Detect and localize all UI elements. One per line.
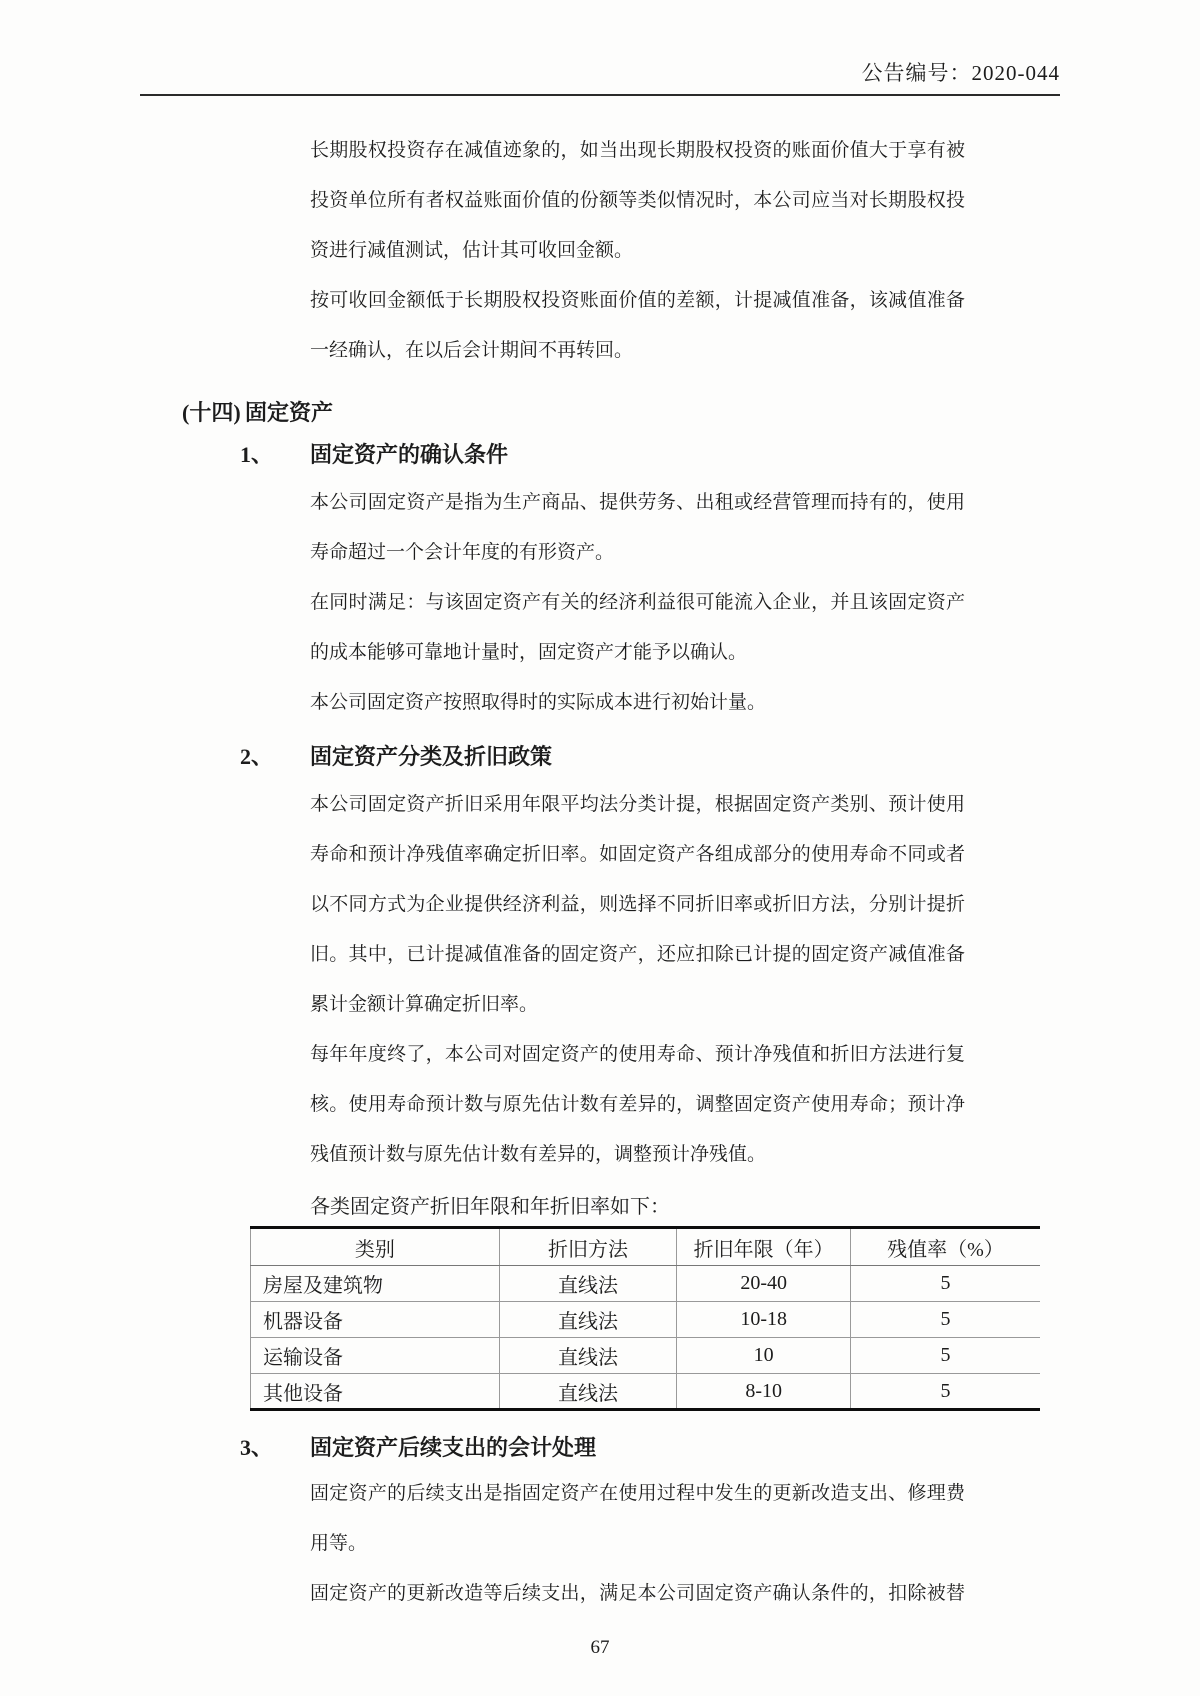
- section-14-number: (十四): [182, 400, 241, 425]
- announcement-number: 公告编号：2020-044: [861, 61, 1060, 85]
- table-row: [251, 1338, 1041, 1374]
- cell-category: 运输设备: [251, 1338, 500, 1374]
- text-line: 旧。其中，已计提减值准备的固定资产，还应扣除已计提的固定资产减值准备: [310, 944, 965, 965]
- text-line: 每年年度终了，本公司对固定资产的使用寿命、预计净残值和折旧方法进行复: [310, 1044, 965, 1065]
- text-line: 的成本能够可靠地计量时，固定资产才能予以确认。: [310, 642, 748, 663]
- text-line: 一经确认，在以后会计期间不再转回。: [310, 340, 634, 361]
- cell-method: 直线法: [499, 1266, 677, 1302]
- cell-years: 10-18: [677, 1302, 851, 1338]
- col-header-residual: 残值率（%）: [851, 1228, 1041, 1266]
- cell-method: 直线法: [499, 1338, 677, 1374]
- text-line: 资进行减值测试，估计其可收回金额。: [310, 240, 634, 261]
- cell-method: 直线法: [499, 1302, 677, 1338]
- subsection-2-title: 固定资产分类及折旧政策: [310, 744, 553, 769]
- text-line: 本公司固定资产折旧采用年限平均法分类计提，根据固定资产类别、预计使用: [310, 794, 965, 815]
- cell-residual: 5: [851, 1338, 1041, 1374]
- text-line: 在同时满足：与该固定资产有关的经济利益很可能流入企业，并且该固定资产: [310, 592, 965, 613]
- subsection-2-heading: [240, 740, 1200, 774]
- subsection-2-body: [310, 780, 965, 1180]
- cell-years: 8-10: [677, 1374, 851, 1410]
- table-intro: 各类固定资产折旧年限和年折旧率如下：: [310, 1196, 670, 1218]
- subsection-1-body: [310, 478, 965, 728]
- cell-years: 10: [677, 1338, 851, 1374]
- text-line: 残值预计数与原先估计数有差异的，调整预计净残值。: [310, 1144, 767, 1165]
- subsection-3-title: 固定资产后续支出的会计处理: [310, 1435, 597, 1460]
- subsection-1-number: 1、: [240, 442, 274, 467]
- subsection-2-number: 2、: [240, 744, 274, 769]
- text-line: 固定资产的后续支出是指固定资产在使用过程中发生的更新改造支出、修理费: [310, 1483, 965, 1504]
- header-rule: [140, 94, 1060, 96]
- col-header-method: 折旧方法: [499, 1228, 677, 1266]
- text-line: 累计金额计算确定折旧率。: [310, 994, 539, 1015]
- cell-category: 机器设备: [251, 1302, 500, 1338]
- col-header-category: 类别: [251, 1228, 500, 1266]
- subsection-1-title: 固定资产的确认条件: [310, 442, 509, 467]
- text-line: 寿命超过一个会计年度的有形资产。: [310, 542, 615, 563]
- cell-residual: 5: [851, 1302, 1041, 1338]
- section-14-heading: [182, 396, 1200, 430]
- text-line: 投资单位所有者权益账面价值的份额等类似情况时，本公司应当对长期股权投: [310, 190, 965, 211]
- text-line: 核。使用寿命预计数与原先估计数有差异的，调整固定资产使用寿命；预计净: [310, 1094, 965, 1115]
- cell-residual: 5: [851, 1374, 1041, 1410]
- cell-residual: 5: [851, 1266, 1041, 1302]
- text-line: 以不同方式为企业提供经济利益，则选择不同折旧率或折旧方法，分别计提折: [310, 894, 965, 915]
- cell-years: 20-40: [677, 1266, 851, 1302]
- text-line: 固定资产的更新改造等后续支出，满足本公司固定资产确认条件的，扣除被替: [310, 1583, 965, 1604]
- table-row: [251, 1374, 1041, 1410]
- text-line: 本公司固定资产按照取得时的实际成本进行初始计量。: [310, 692, 767, 713]
- paragraph-impairment-2: [310, 276, 965, 376]
- text-line: 用等。: [310, 1533, 368, 1554]
- subsection-3-body: [310, 1469, 965, 1619]
- page-number: 67: [590, 1637, 610, 1658]
- table-row: [251, 1266, 1041, 1302]
- section-14-title: 固定资产: [245, 400, 334, 425]
- text-line: 长期股权投资存在减值迹象的，如当出现长期股权投资的账面价值大于享有被: [310, 140, 965, 161]
- text-line: 按可收回金额低于长期股权投资账面价值的差额，计提减值准备，该减值准备: [310, 290, 965, 311]
- cell-method: 直线法: [499, 1374, 677, 1410]
- subsection-3-heading: [240, 1431, 1200, 1465]
- table-header-row: [251, 1228, 1041, 1266]
- subsection-1-heading: [240, 438, 1200, 472]
- col-header-years: 折旧年限（年）: [677, 1228, 851, 1266]
- table-row: [251, 1302, 1041, 1338]
- text-line: 寿命和预计净残值率确定折旧率。如固定资产各组成部分的使用寿命不同或者: [310, 844, 965, 865]
- depreciation-table: [250, 1226, 1040, 1411]
- paragraph-impairment-1: [310, 126, 965, 276]
- cell-category: 其他设备: [251, 1374, 500, 1410]
- cell-category: 房屋及建筑物: [251, 1266, 500, 1302]
- text-line: 本公司固定资产是指为生产商品、提供劳务、出租或经营管理而持有的，使用: [310, 492, 965, 513]
- subsection-3-number: 3、: [240, 1435, 274, 1460]
